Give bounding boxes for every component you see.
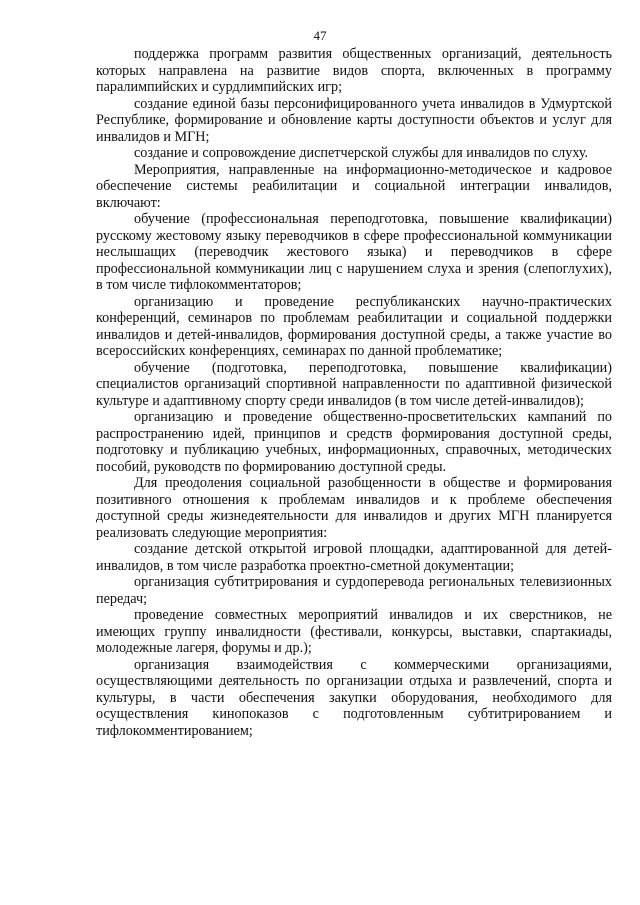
- paragraph-dispatch-service: создание и сопровождение диспетчерской службы для инвалидов по слуху.: [134, 145, 589, 161]
- paragraph-joint-events: проведение совместных мероприятий инвалидов и их сверстников, не имеющих группу инвалидности (фестивали, конкурсы, выставки, спартакиады, молодежные лагеря, форумы и др.);: [96, 607, 612, 656]
- page-number: 47: [313, 28, 327, 43]
- paragraph-conferences: организацию и проведение республиканских научно-практических конференций, семинаров по проблемам реабилитации и социальной поддержки инвалидов и детей-инвалидов, формирования доступной среды, а также участие во всероссийских конференциях, семинарах по данной проблематике;: [96, 293, 612, 359]
- paragraph-playground: создание детской открытой игровой площадки, адаптированной для детей-инвалидов, в том числе разработка проектно-сметной документации;: [96, 541, 612, 574]
- paragraph-sign-language-training: обучение (профессиональная переподготовка, повышение квалификации) русскому жестовому языку переводчиков в сфере профессиональной коммуникации неслышащих (переводчик жестового языка) и переводчиков в сфере профессиональной коммуникации лиц с нарушением слуха и зрения (слепоглухих), в том числе тифлокомментаторов;: [96, 211, 612, 293]
- paragraph-awareness-campaigns: организацию и проведение общественно-просветительских кампаний по распространению идей, принципов и средств формирования доступной среды, подготовку и публикацию учебных, информационных, справочных, методических пособий, руководств по формированию доступной среды.: [96, 409, 612, 475]
- paragraph-support-programs: поддержка программ развития общественных организаций, деятельность которых направлена на развитие видов спорта, включенных в программу паралимпийских и сурдлимпийских игр;: [96, 46, 612, 95]
- paragraph-commercial-cooperation: организация взаимодействия с коммерческими организациями, осуществляющими деятельность по организации отдыха и развлечений, спорта и культуры, в части обеспечения закупки оборудования, необходимого для осуществления кинопоказов с подготовленным субтитрированием и тифлокомментированием;: [96, 656, 612, 739]
- paragraph-social-integration-intro: Для преодоления социальной разобщенности в обществе и формирования позитивного отношения к проблемам инвалидов и к проблеме обеспечения доступной среды жизнедеятельности для инвалидов и других МГН планируется реализовать следующие мероприятия:: [96, 475, 612, 541]
- paragraph-methodical-measures-intro: Мероприятия, направленные на информационно-методическое и кадровое обеспечение системы реабилитации и социальной интеграции инвалидов, включают:: [96, 161, 612, 211]
- document-body: [96, 46, 612, 739]
- paragraph-subtitling: организация субтитрирования и сурдоперевода региональных телевизионных передач;: [96, 574, 612, 607]
- paragraph-unified-database: создание единой базы персонифицированного учета инвалидов в Удмуртской Республике, формирование и обновление карты доступности объектов и услуг для инвалидов и МГН;: [96, 95, 612, 145]
- paragraph-sports-specialists-training: обучение (подготовка, переподготовка, повышение квалификации) специалистов организаций спортивной направленности по адаптивной физической культуре и адаптивному спорту среди инвалидов (в том числе детей-инвалидов);: [96, 359, 612, 409]
